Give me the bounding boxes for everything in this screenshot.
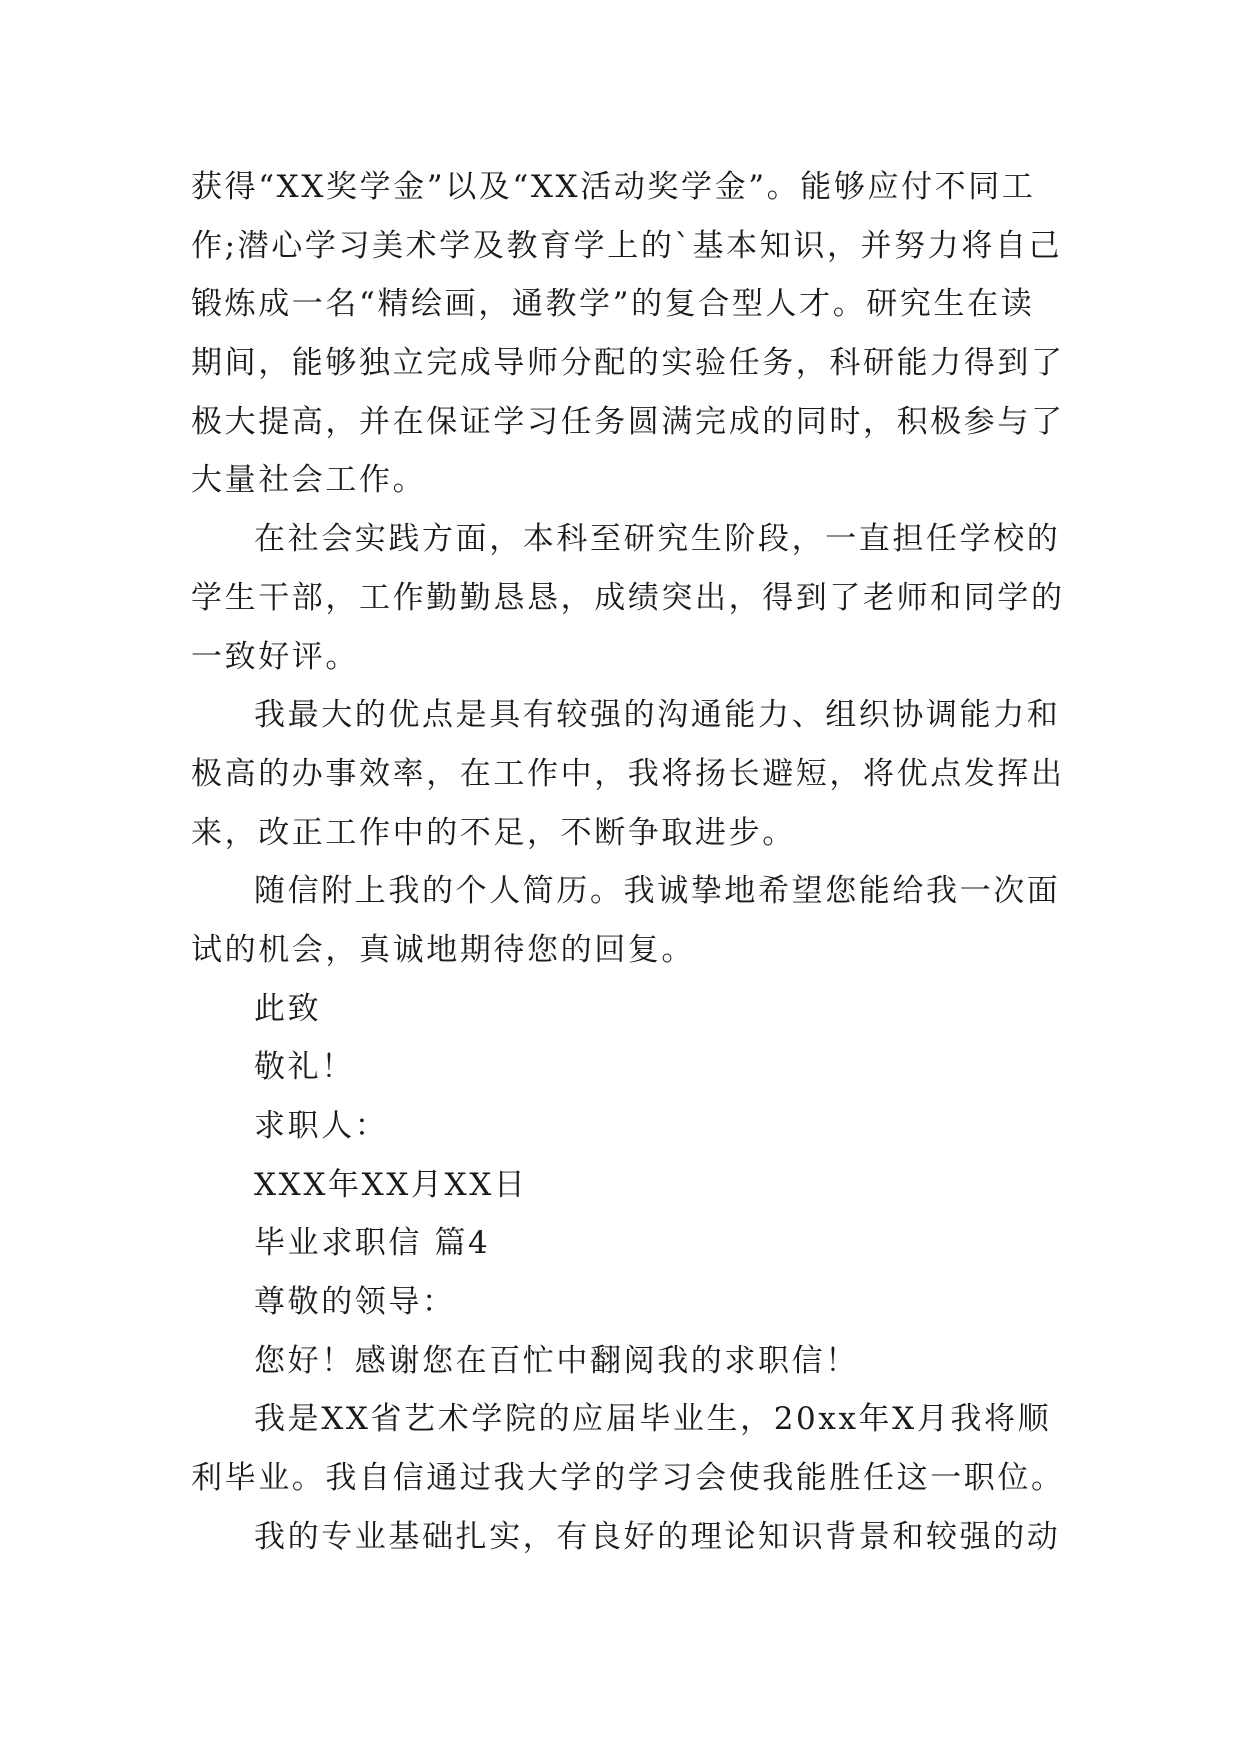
- text-line: 大量社会工作。: [191, 462, 427, 499]
- text-line: 利毕业。我自信通过我大学的学习会使我能胜任这一职位。: [191, 1460, 1065, 1497]
- section-title: 毕业求职信 篇4: [254, 1225, 491, 1262]
- text-line: 极大提高，并在保证学习任务圆满完成的同时，积极参与了: [191, 403, 1065, 440]
- greeting-line: 您好！感谢您在百忙中翻阅我的求职信！: [254, 1342, 859, 1379]
- paragraph-start-line: 在社会实践方面，本科至研究生阶段，一直担任学校的: [254, 521, 1061, 558]
- text-line: 一致好评。: [191, 638, 359, 675]
- salutation-line: 敬礼！: [254, 1049, 355, 1086]
- text-line: 作;潜心学习美术学及教育学上的`基本知识，并努力将自己: [191, 227, 1063, 264]
- paragraph-start-line: 我是XX省艺术学院的应届毕业生，20xx年X月我将顺: [254, 1401, 1052, 1438]
- paragraph-start-line: 随信附上我的个人简历。我诚挚地希望您能给我一次面: [254, 873, 1061, 910]
- text-line: 极高的办事效率，在工作中，我将扬长避短，将优点发挥出: [191, 755, 1065, 792]
- text-line: 期间，能够独立完成导师分配的实验任务，科研能力得到了: [191, 345, 1065, 382]
- paragraph-start-line: 我最大的优点是具有较强的沟通能力、组织协调能力和: [254, 697, 1061, 734]
- text-line: 试的机会，真诚地期待您的回复。: [191, 931, 695, 968]
- closing-line: 此致: [254, 990, 322, 1027]
- signature-label: 求职人：: [254, 1108, 389, 1144]
- text-line: 获得“XX奖学金”以及“XX活动奖学金”。能够应付不同工: [191, 169, 1036, 205]
- text-line: 学生干部，工作勤勤恳恳，成绩突出，得到了老师和同学的: [191, 579, 1065, 616]
- text-line: 来，改正工作中的不足，不断争取进步。: [191, 814, 796, 851]
- greeting-line: 尊敬的领导：: [254, 1284, 456, 1321]
- date-line: XXX年XX月XX日: [254, 1166, 528, 1203]
- document-body: [191, 158, 1065, 1567]
- paragraph-start-line: 我的专业基础扎实，有良好的理论知识背景和较强的动: [254, 1518, 1061, 1555]
- text-line: 锻炼成一名“精绘画，通教学”的复合型人才。研究生在读: [191, 286, 1035, 323]
